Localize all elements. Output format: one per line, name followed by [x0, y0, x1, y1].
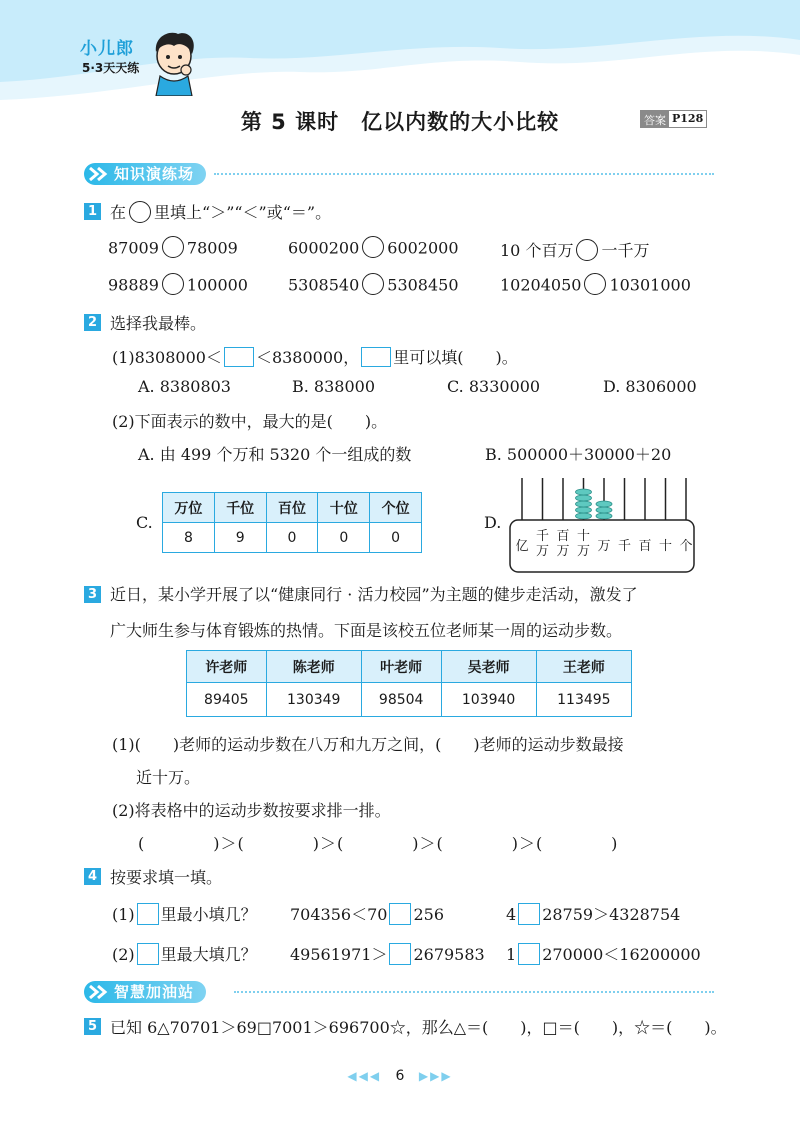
dotted-divider: [214, 173, 714, 175]
abacus-bead: [596, 507, 612, 513]
page-title: 第 5 课时 亿以内数的大小比较: [240, 110, 560, 134]
option-b[interactable]: B. 500000＋30000＋20: [485, 445, 672, 464]
answer-circle[interactable]: [362, 273, 384, 295]
double-arrow-icon: [88, 984, 110, 1000]
row-label: (2): [112, 945, 135, 964]
abacus-label: 千: [617, 539, 632, 554]
text-part: 270000＜16200000: [542, 945, 701, 964]
compare-right: 6002000: [387, 238, 459, 258]
place-header: 个位: [370, 493, 422, 523]
answer-circle[interactable]: [162, 236, 184, 258]
compare-item: [288, 275, 459, 297]
abacus-label: 千: [535, 529, 550, 544]
dotted-divider: [234, 991, 714, 993]
page-number: 6: [395, 1068, 405, 1084]
answer-box[interactable]: [518, 943, 540, 965]
section-banner-practice: [84, 163, 714, 185]
compare-left: 6000200: [288, 238, 360, 258]
question-number: 3: [84, 586, 101, 603]
question-3-part-1-line-1: (1)( )老师的运动步数在八万和九万之间，( )老师的运动步数最接: [112, 735, 624, 754]
stem-part: 里填上“＞”“＜”或“＝”。: [154, 203, 332, 222]
question-5-text: 已知 6△70701＞69□7001＞696700☆，那么△＝( )，□＝( )，☆＝( )。: [110, 1018, 727, 1037]
abacus-bead: [576, 501, 592, 507]
compare-left: 5308540: [288, 275, 360, 295]
question-2-stem: 选择我最棒。: [110, 314, 207, 333]
place-value: 0: [266, 523, 318, 553]
answer-circle[interactable]: [162, 273, 184, 295]
compare-item: [500, 238, 649, 263]
compare-item: [288, 238, 459, 260]
abacus-label: 十: [576, 529, 591, 544]
abacus-bead: [596, 513, 612, 519]
abacus-label: 万: [576, 544, 591, 559]
option-c-label[interactable]: C.: [136, 513, 153, 532]
inequality: [506, 902, 680, 927]
compare-item: [108, 275, 248, 297]
answer-box[interactable]: [518, 903, 540, 925]
answer-box[interactable]: [361, 347, 391, 367]
compare-right: 10301000: [609, 275, 691, 295]
inequality: [506, 942, 701, 967]
teacher-name: 陈老师: [266, 651, 361, 683]
mascot-boy-icon: [148, 30, 200, 96]
text-part: 1: [506, 945, 517, 964]
abacus-bead: [596, 501, 612, 507]
compare-right: 100000: [186, 275, 248, 295]
compare-left: 10204050: [500, 275, 582, 295]
next-marks: ▶▶▶: [418, 1069, 453, 1083]
answer-box[interactable]: [137, 943, 159, 965]
text-part: ＜8380000，: [255, 348, 360, 367]
answer-circle[interactable]: [362, 236, 384, 258]
answer-circle[interactable]: [584, 273, 606, 295]
question-4-row-2: [112, 942, 257, 967]
section-title-challenge: 智慧加油站: [84, 981, 206, 1003]
inequality: [290, 942, 485, 967]
place-value: 0: [318, 523, 370, 553]
text-part: 28759＞4328754: [542, 905, 681, 924]
stem-part: 在: [110, 203, 127, 222]
answer-page: P128: [672, 112, 704, 125]
question-3-line-2: 广大师生参与体育锻炼的热情。下面是该校五位老师某一周的运动步数。: [110, 621, 623, 640]
prev-marks: ◀◀◀: [347, 1069, 382, 1083]
option-a[interactable]: A. 由 499 个万和 5320 个一组成的数: [138, 445, 412, 464]
place-value: 9: [214, 523, 266, 553]
double-arrow-icon: [88, 166, 110, 182]
place-value-table: [162, 492, 422, 553]
step-count: 130349: [266, 683, 361, 717]
question-number: 1: [84, 203, 101, 220]
compare-left: 10 个百万: [500, 241, 574, 260]
text-part: 里可以填( )。: [393, 348, 518, 367]
brand-subtitle: 5·3天天练: [82, 61, 140, 75]
question-number: 5: [84, 1018, 101, 1035]
inequality: [290, 902, 444, 927]
page-footer: [0, 1068, 800, 1084]
abacus-label: 百: [638, 539, 652, 554]
abacus-label: 万: [556, 544, 570, 559]
text-part: 2679583: [413, 945, 485, 964]
question-3-part-1-line-2: 近十万。: [136, 768, 201, 787]
step-count: 89405: [187, 683, 267, 717]
section-title-practice: 知识演练场: [84, 163, 206, 185]
teacher-name: 王老师: [536, 651, 631, 683]
ordering-blanks[interactable]: ( )＞( )＞( )＞( )＞( ): [138, 834, 619, 853]
question-number: 4: [84, 868, 101, 885]
answer-box[interactable]: [389, 943, 411, 965]
row-label: (1): [112, 905, 135, 924]
brand-logo: 小儿郎: [80, 39, 134, 59]
question-number: 2: [84, 314, 101, 331]
abacus-label: 亿: [515, 539, 529, 554]
option-d[interactable]: D. 8306000: [603, 377, 697, 396]
answer-circle[interactable]: [576, 239, 598, 261]
answer-label: 答案: [641, 111, 669, 127]
abacus-label: 十: [658, 539, 673, 554]
abacus-label: 万: [535, 544, 550, 559]
question-1-stem: [110, 200, 331, 225]
place-value: 0: [370, 523, 422, 553]
option-c[interactable]: C. 8330000: [447, 377, 541, 396]
compare-left: 98889: [108, 275, 159, 295]
abacus-bead: [576, 489, 592, 495]
place-header: 十位: [318, 493, 370, 523]
answer-box[interactable]: [137, 903, 159, 925]
text-part: 49561971＞: [290, 945, 388, 964]
compare-right: 一千万: [601, 241, 650, 260]
question-3-part-2: (2)将表格中的运动步数按要求排一排。: [112, 801, 391, 820]
text-part: (1)8308000＜: [112, 348, 222, 367]
text-part: 4: [506, 905, 517, 924]
abacus-diagram: [508, 476, 698, 576]
compare-item: [500, 275, 691, 297]
abacus-bead: [576, 513, 592, 519]
question-4-row-1: [112, 902, 257, 927]
step-count: 113495: [536, 683, 631, 717]
compare-right: 78009: [186, 238, 238, 258]
option-d-label[interactable]: D.: [484, 513, 502, 532]
option-a[interactable]: A. 8380803: [138, 377, 231, 396]
abacus-label: 个: [679, 539, 693, 554]
teacher-name: 叶老师: [361, 651, 441, 683]
answer-box[interactable]: [224, 347, 254, 367]
option-b[interactable]: B. 838000: [292, 377, 376, 396]
teacher-name: 许老师: [187, 651, 267, 683]
text-part: 704356＜70: [290, 905, 388, 924]
compare-item: [108, 238, 238, 260]
teacher-name: 吴老师: [441, 651, 536, 683]
abacus-bead: [576, 495, 592, 501]
abacus-label: 百: [556, 529, 570, 544]
step-count: 103940: [441, 683, 536, 717]
question-2-part-2: (2)下面表示的数中，最大的是( )。: [112, 412, 388, 431]
place-header: 百位: [266, 493, 318, 523]
abacus-bead: [576, 507, 592, 513]
question-3-line-1: 近日，某小学开展了以“健康同行 · 活力校园”为主题的健步走活动，激发了: [110, 585, 638, 604]
place-header: 万位: [163, 493, 215, 523]
row-hint: 里最小填几？: [160, 905, 257, 924]
place-value: 8: [163, 523, 215, 553]
answer-box[interactable]: [389, 903, 411, 925]
abacus-label: 万: [597, 539, 611, 554]
compare-left: 87009: [108, 238, 159, 258]
compare-right: 5308450: [387, 275, 459, 295]
place-header: 千位: [214, 493, 266, 523]
text-part: 256: [413, 905, 444, 924]
row-hint: 里最大填几？: [160, 945, 257, 964]
answer-reference: [640, 110, 707, 128]
question-2-part-1: [112, 345, 518, 369]
section-banner-challenge: [84, 981, 714, 1003]
answer-circle[interactable]: [129, 201, 151, 223]
steps-table: [186, 650, 632, 717]
step-count: 98504: [361, 683, 441, 717]
question-4-stem: 按要求填一填。: [110, 868, 223, 887]
